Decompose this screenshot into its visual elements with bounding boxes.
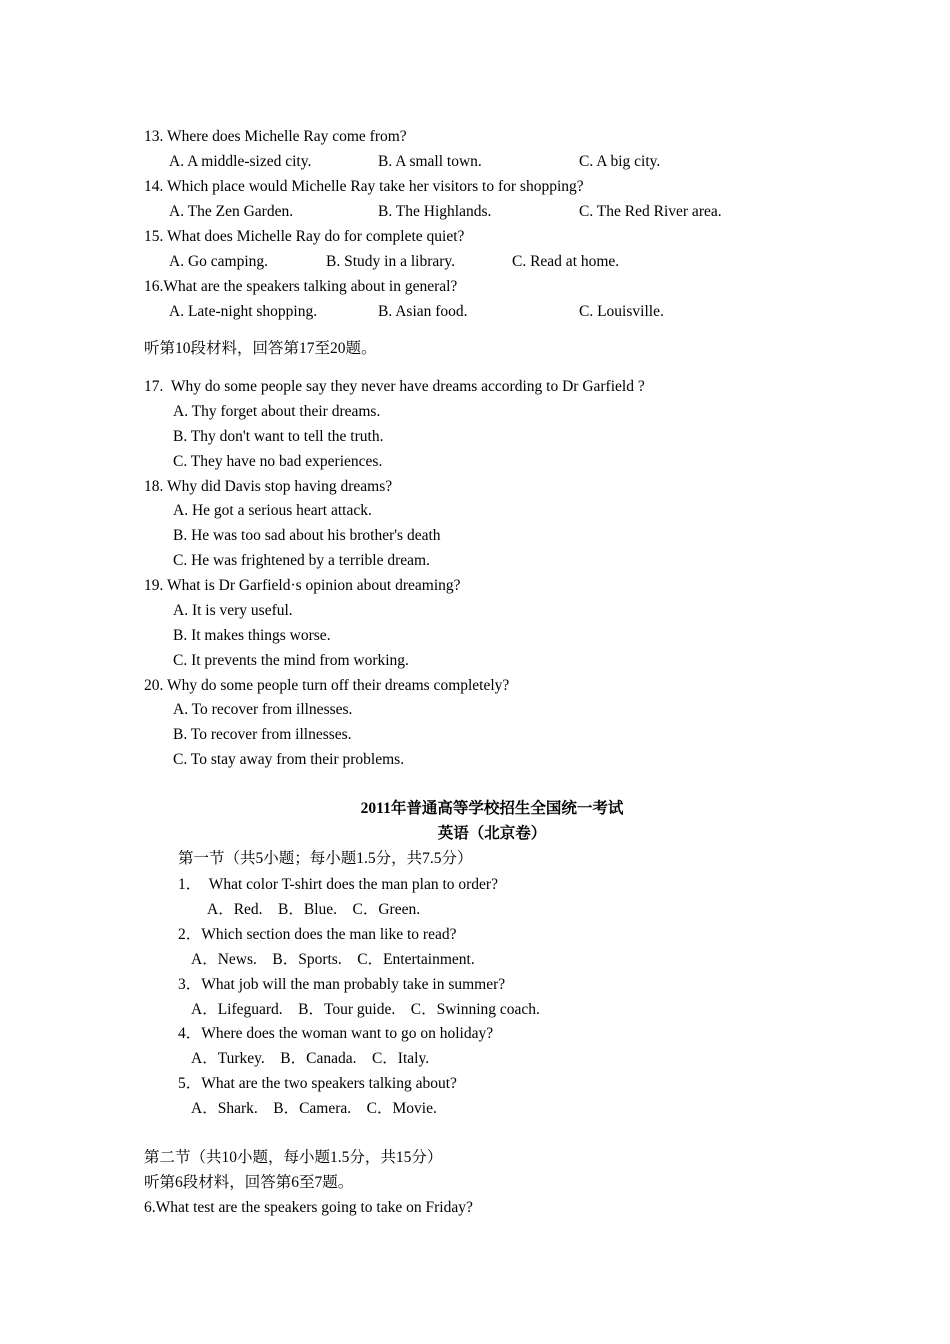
question-4: 4．Where does the woman want to go on holiday? [178,1025,494,1042]
question-19: 19. What is Dr Garfield·s opinion about dreaming? [144,577,461,594]
option-18a: A. He got a serious heart attack. [173,502,372,519]
question-5: 5．What are the two speakers talking about? [178,1075,457,1092]
options-3: A．Lifeguard. B．Tour guide. C．Swinning coach. [191,1001,540,1018]
option-16a: A. Late-night shopping. [169,303,318,320]
option-18b: B. He was too sad about his brother's death [173,527,441,544]
option-18c: C. He was frightened by a terrible dream. [173,552,430,569]
option-19c: C. It prevents the mind from working. [173,652,409,669]
question-15: 15. What does Michelle Ray do for complete quiet? [144,228,465,245]
option-20c: C. To stay away from their problems. [173,751,405,768]
question-6: 6.What test are the speakers going to take on Friday? [144,1199,473,1216]
option-16b: B. Asian food. [378,303,468,320]
question-13: 13. Where does Michelle Ray come from? [144,128,407,145]
option-16c: C. Louisville. [579,303,664,320]
option-15a: A. Go camping. [169,253,269,270]
option-19b: B. It makes things worse. [173,627,331,644]
option-17b: B. Thy don't want to tell the truth. [173,428,384,445]
options-2: A．News. B．Sports. C．Entertainment. [191,951,475,968]
option-14b: B. The Highlands. [378,203,492,220]
option-20b: B. To recover from illnesses. [173,726,352,743]
option-13c: C. A big city. [579,153,661,170]
section-2-header: 第二节（共10小题，每小题1.5分，共15分） [144,1149,443,1166]
option-19a: A. It is very useful. [173,602,293,619]
question-1: 1． What color T-shirt does the man plan to order? [178,876,498,893]
option-14c: C. The Red River area. [579,203,722,220]
option-14a: A. The Zen Garden. [169,203,294,220]
option-13b: B. A small town. [378,153,482,170]
option-15b: B. Study in a library. [326,253,456,270]
exam-title: 2011年普通高等学校招生全国统一考试 [360,800,624,817]
option-15c: C. Read at home. [512,253,620,270]
exam-subtitle: 英语（北京卷） [437,825,547,842]
question-16: 16.What are the speakers talking about in general? [144,278,458,295]
instruction-passage-6: 听第6段材料，回答第6至7题。 [144,1174,354,1191]
option-13a: A. A middle-sized city. [169,153,312,170]
question-20: 20. Why do some people turn off their dreams completely? [144,677,510,694]
question-3: 3．What job will the man probably take in summer? [178,976,506,993]
option-17a: A. Thy forget about their dreams. [173,403,381,420]
option-20a: A. To recover from illnesses. [173,701,353,718]
options-4: A．Turkey. B．Canada. C．Italy. [191,1050,430,1067]
options-1: A．Red. B．Blue. C．Green. [207,901,421,918]
option-17c: C. They have no bad experiences. [173,453,383,470]
question-2: 2．Which section does the man like to read? [178,926,457,943]
instruction-passage-10: 听第10段材料，回答第17至20题。 [144,340,377,357]
question-17: 17. Why do some people say they never have dreams according to Dr Garfield ? [144,378,645,395]
section-1-header: 第一节（共5小题；每小题1.5分，共7.5分） [178,850,473,867]
question-14: 14. Which place would Michelle Ray take her visitors to for shopping? [144,178,584,195]
question-18: 18. Why did Davis stop having dreams? [144,478,393,495]
options-5: A．Shark. B．Camera. C．Movie. [191,1100,437,1117]
